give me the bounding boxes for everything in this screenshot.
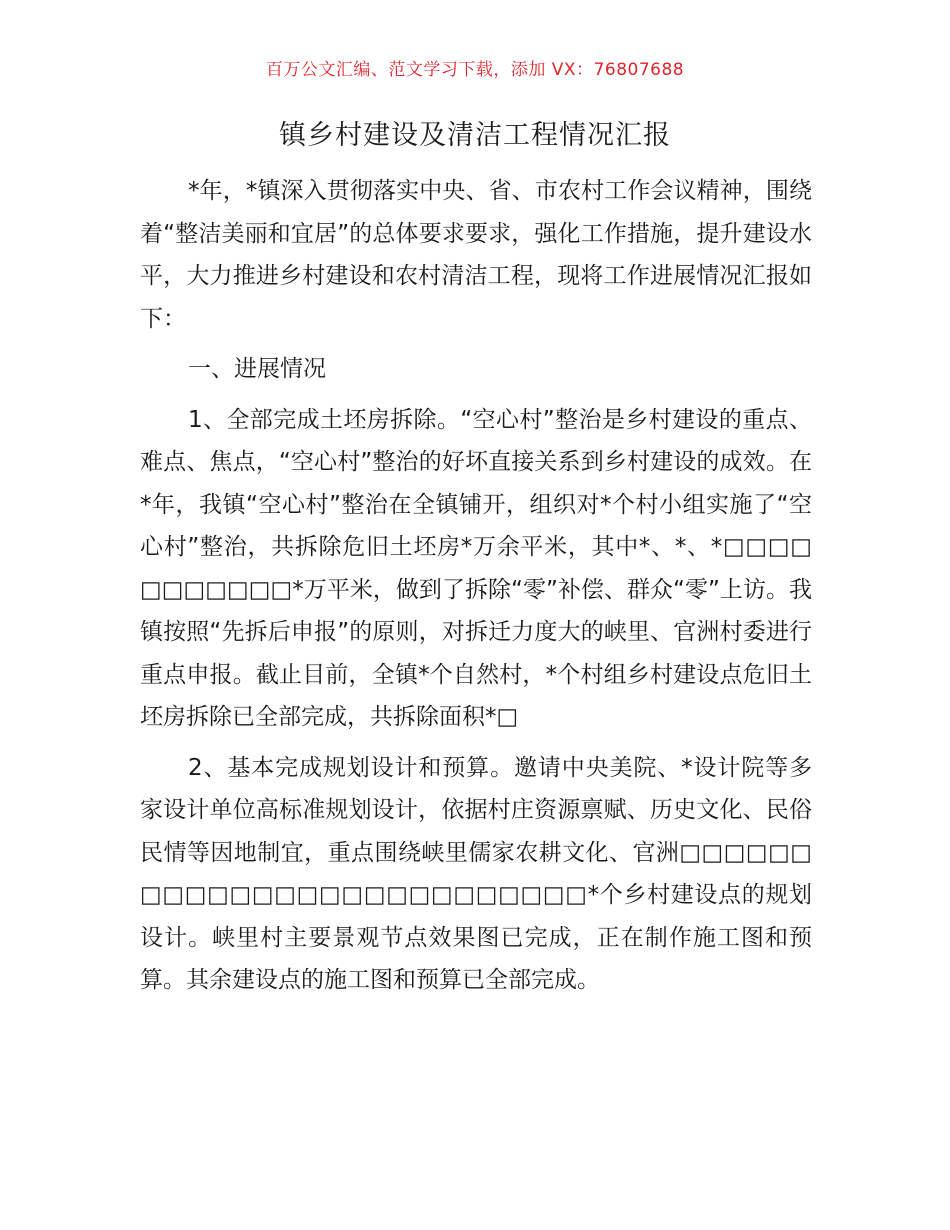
item-two-paragraph: 2、基本完成规划设计和预算。邀请中央美院、*设计院等多家设计单位高标准规划设计，依据村庄资源禀赋、历史文化、民俗民情等因地制宜，重点围绕峡里儒家农耕文化、官洲□□□□□□□□□□□□□□□□□□□□□□□□□□*个乡村建设点的规划设计。峡里村主要景观节点效果图已完成，正在制作施工图和预算。其余建设点的施工图和预算已全部完成。	[140, 754, 812, 993]
watermark-banner: 百万公文汇编、范文学习下载，添加 VX：76807688	[265, 60, 685, 80]
item-one-paragraph: 1、全部完成土坯房拆除。“空心村”整治是乡村建设的重点、难点、焦点，“空心村”整治的好坏直接关系到乡村建设的成效。在*年，我镇“空心村”整治在全镇铺开，组织对*个村小组实施了“空心村”整治，共拆除危旧土坯房*万余平米，其中*、*、*□□□□□□□□□□□*万平米，做到了拆除“零”补偿、群众“零”上访。我镇按照“先拆后申报”的原则，对拆迁力度大的峡里、官洲村委进行重点申报。截止目前，全镇*个自然村，*个村组乡村建设点危旧土坯房拆除已全部完成，共拆除面积*□	[140, 406, 812, 730]
intro-paragraph: *年，*镇深入贯彻落实中央、省、市农村工作会议精神，围绕着“整洁美丽和宜居”的总体要求要求，强化工作措施，提升建设水平，大力推进乡村建设和农村清洁工程，现将工作进展情况汇报如下：	[140, 178, 812, 332]
section-heading-progress: 一、进展情况	[188, 356, 326, 382]
document-title: 镇乡村建设及清洁工程情况汇报	[279, 120, 671, 151]
document-body	[140, 170, 812, 1002]
